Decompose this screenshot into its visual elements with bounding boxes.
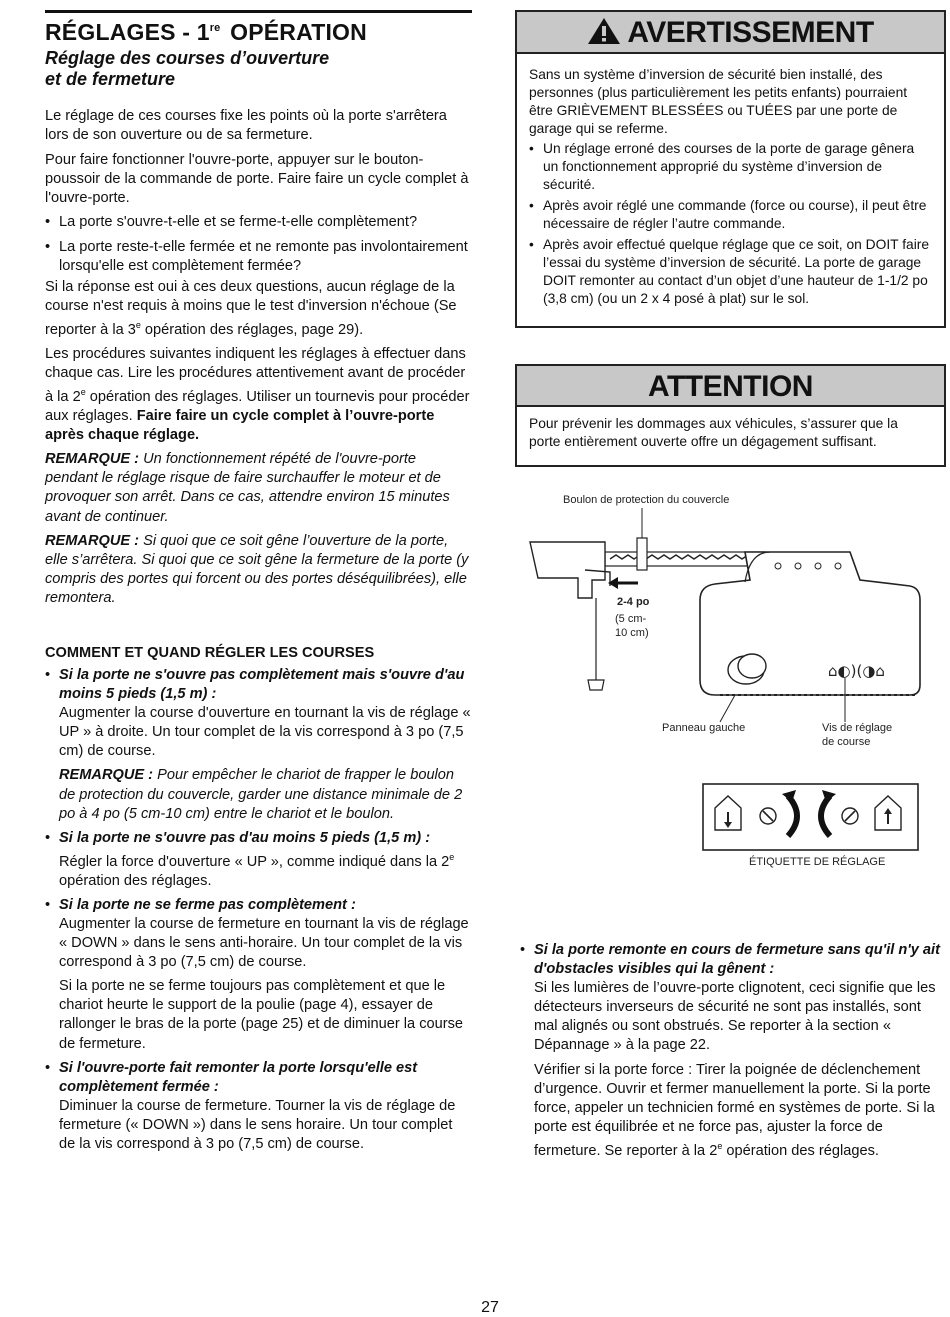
answer-paragraph: Si la réponse est oui à ces deux questions, aucun réglage de la course n'est requis à moins que le test d'inversion n'échoue (Se reporter à la 3e opération des réglages, page 29). bbox=[45, 278, 457, 338]
case-3: • Si la porte ne se ferme pas complètement : Augmenter la course de fermeture en tournant la vis de réglage « DOWN » dans le sens anti-horaire. Un tour complet de la vis correspond à 3 po (7,5 cm) de course. Si la porte ne se ferme toujours pas complètement et que le chariot heurte le support de la poulie (page 4), essayer de rallonger le bras de la porte (page 25) et de diminuer la course de fermeture. bbox=[45, 896, 472, 1054]
right-column-text bbox=[520, 941, 940, 1161]
intro-paragraph: Le réglage de ces courses fixe les points où la porte s'arrêtera lors de son ouverture ou de sa fermeture. bbox=[45, 108, 447, 144]
svg-text:⌂◐)(◑⌂: ⌂◐)(◑⌂ bbox=[828, 662, 885, 680]
case-4: • Si l'ouvre-porte fait remonter la porte lorsqu'elle est complètement fermée : Diminuer la course de fermeture. Tourner la vis de réglage de fermeture (« DOWN ») dans le sens horaire. Un tour complet de la vis correspond à 3 po (7,5 cm) de course. bbox=[45, 1059, 472, 1154]
warning-body bbox=[517, 54, 944, 318]
warning-item-3: • Après avoir effectué quelque réglage que ce soit, on DOIT faire l’essai du système d’inversion de sécurité. La porte de garage DOIT remonter au contact d’un objet d’une hauteur de 1-1/2 po (3,8 cm) (ou un 2 x 4 posé à plat) sur le sol. bbox=[529, 236, 932, 308]
question-2: • La porte reste-t-elle fermée et ne remonte pas involontairement lorsqu'elle est complètement fermée? bbox=[45, 238, 472, 276]
procedures-paragraph: Les procédures suivantes indiquent les réglages à effectuer dans chaque cas. Lire les procédures attentivement avant de procéder à la 2e opération des réglages. Utiliser un tournevis pour procéder aux réglages. Faire faire un cycle complet à l’ouvre-porte après chaque réglage. bbox=[45, 345, 470, 444]
case-1: • Si la porte ne s'ouvre pas complètement mais s'ouvre d'au moins 5 pieds (1,5 m) : Augmenter la course d'ouverture en tournant la vis de réglage « UP » à droite. Un tour complet de la vis correspond à 3 po (7,5 cm) de course. REMARQUE : Pour empêcher le chariot de frapper le boulon de protection du couvercle, garder une distance minimale de 2 po à 4 po (5 cm-10 cm) entre le chariot et le boulon. bbox=[45, 666, 472, 824]
section-heading: COMMENT ET QUAND RÉGLER LES COURSES bbox=[45, 644, 375, 661]
attention-text: Pour prévenir les dommages aux véhicules, s’assurer que la porte entièrement ouverte offre un dégagement suffisant. bbox=[529, 416, 898, 449]
right-column bbox=[515, 10, 946, 467]
case-1-remark: REMARQUE : Pour empêcher le chariot de frapper le boulon de protection du couvercle, garder une distance minimale de 2 po à 4 po (5 cm-10 cm) entre le chariot et le boulon. bbox=[59, 767, 463, 822]
left-column bbox=[45, 10, 472, 1154]
top-rule bbox=[45, 10, 472, 13]
page-title: RÉGLAGES - 1re OPÉRATION bbox=[45, 19, 367, 45]
remark-2: REMARQUE : Si quoi que ce soit gêne l’ouverture de la porte, elle s’arrêtera. Si quoi que ce soit gêne la fermeture de la porte (y compris des portes qui forcent ou des portes déséquilibrées), elle remontera. bbox=[45, 532, 469, 606]
case-5: • Si la porte remonte en cours de fermeture sans qu'il n'y ait d'obstacles visibles qui la gênent : Si les lumières de l’ouvre-porte clignotent, ceci signifie que les détecteurs inverseurs de sécurité ne sont pas installés, sont mal alignés ou sont obstrués. Se reporter à la section « Dépannage » à la page 22. Vérifier si la porte force : Tirer la poignée de déclenchement d’urgence. Ouvrir et fermer manuellement la porte. Si la porte force, appeler un technicien formé en systèmes de porte. Si la porte est équilibrée et ne force pas, ajuster la force de fermeture. Se reporter à la 2e opération des réglages. bbox=[520, 941, 940, 1161]
panel-label: Panneau gauche bbox=[662, 722, 746, 734]
warning-intro: Sans un système d’inversion de sécurité bien installé, des personnes (plus particulièrement les petits enfants) pourraient être GRIÈVEMENT BLESSÉES ou TUÉES par une porte de garage qui se referme. bbox=[529, 67, 908, 136]
question-1: • La porte s'ouvre-t-elle et se ferme-t-elle complètement? bbox=[45, 213, 472, 232]
warning-triangle-icon bbox=[587, 17, 621, 45]
bolt-label: Boulon de protection du couvercle bbox=[563, 494, 730, 506]
warning-item-1: • Un réglage erroné des courses de la porte de garage gênera un fonctionnement approprié du système d’inversion de sécurité. bbox=[529, 140, 932, 194]
warning-item-2: • Après avoir réglé une commande (force ou course), il peut être nécessaire de régler l’autre commande. bbox=[529, 197, 932, 233]
attention-header: ATTENTION bbox=[517, 366, 944, 407]
case-2: • Si la porte ne s'ouvre pas d'au moins 5 pieds (1,5 m) : Régler la force d'ouverture « UP », comme indiqué dans la 2e opération des réglages. bbox=[45, 829, 472, 891]
screw-label: Vis de réglage de course bbox=[822, 722, 893, 748]
label-caption: ÉTIQUETTE DE RÉGLAGE bbox=[749, 856, 886, 868]
distance-label: 2-4 po bbox=[617, 596, 650, 608]
page-number: 27 bbox=[481, 1299, 499, 1316]
warning-box bbox=[515, 10, 946, 328]
operate-paragraph: Pour faire fonctionner l'ouvre-porte, appuyer sur le bouton-poussoir de la commande de porte. Faire faire un cycle complet à l'ouvre-porte. bbox=[45, 152, 469, 207]
opener-illustration bbox=[520, 490, 950, 880]
page-subtitle: Réglage des courses d’ouverture et de fermeture bbox=[45, 48, 330, 89]
remark-1: REMARQUE : Un fonctionnement répété de l'ouvre-porte pendant le réglage risque de faire surchauffer le moteur et de provoquer son arrêt. Dans ce cas, attendre environ 15 minutes avant de continuer. bbox=[45, 451, 450, 525]
warning-header: AVERTISSEMENT bbox=[517, 12, 944, 54]
attention-box bbox=[515, 364, 946, 467]
opener-diagram bbox=[520, 490, 950, 880]
distance-metric: (5 cm- 10 cm) bbox=[615, 613, 649, 639]
